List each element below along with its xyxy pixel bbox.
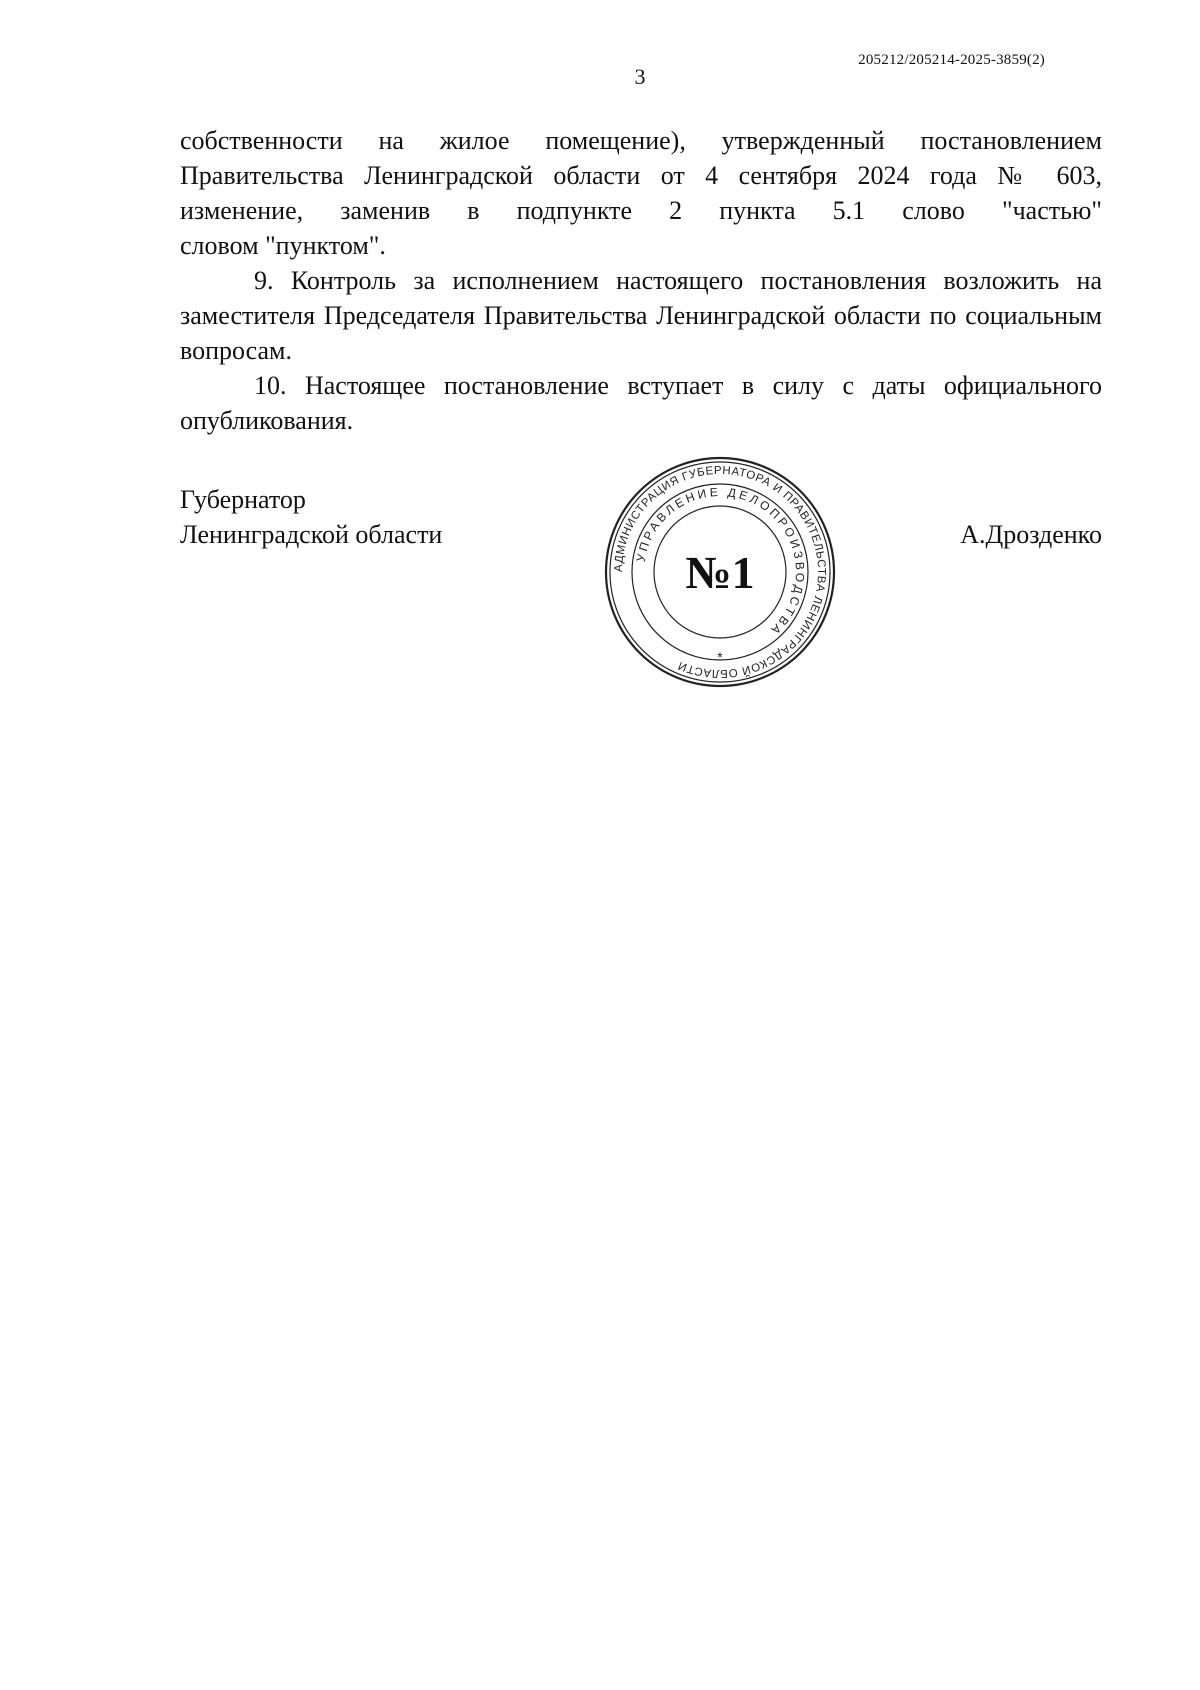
position-line: Губернатор [180, 485, 306, 514]
seal-star: * [717, 649, 723, 665]
seal-graphic [600, 452, 840, 692]
page-number: 3 [634, 64, 646, 89]
paragraph-line: Правительства Ленинградской области от 4 сентября 2024 года № 603, [180, 161, 1102, 190]
signatory-position [180, 482, 442, 552]
signatory-name: А.Дрозденко [960, 520, 1102, 549]
seal-outer-text: АДМИНИСТРАЦИЯ ГУБЕРНАТОРА И ПРАВИТЕЛЬСТВА ЛЕНИНГРАДСКОЙ ОБЛАСТИ [612, 464, 828, 680]
paragraph-line: собственности на жилое помещение), утвержденный постановлением [180, 126, 1102, 155]
document-body [180, 123, 1102, 438]
official-seal [600, 452, 840, 692]
paragraph-line: изменение, заменив в подпункте 2 пункта 5.1 слово "частью" [180, 196, 1102, 225]
paragraph-10: 10. Настоящее постановление вступает в силу с даты официального опубликования. [180, 371, 1102, 435]
seal-inner-text: УПРАВЛЕНИЕ ДЕЛОПРОИЗВОДСТВА [633, 484, 808, 639]
paragraph-line: словом "пунктом". [180, 231, 386, 260]
seal-center-number: №1 [685, 547, 755, 598]
position-line: Ленинградской области [180, 520, 443, 549]
paragraph-9: 9. Контроль за исполнением настоящего постановления возложить на заместителя Председателя Правительства Ленинградской области по социальным вопросам. [180, 266, 1102, 365]
document-code: 205212/205214-2025-3859(2) [858, 52, 1045, 68]
